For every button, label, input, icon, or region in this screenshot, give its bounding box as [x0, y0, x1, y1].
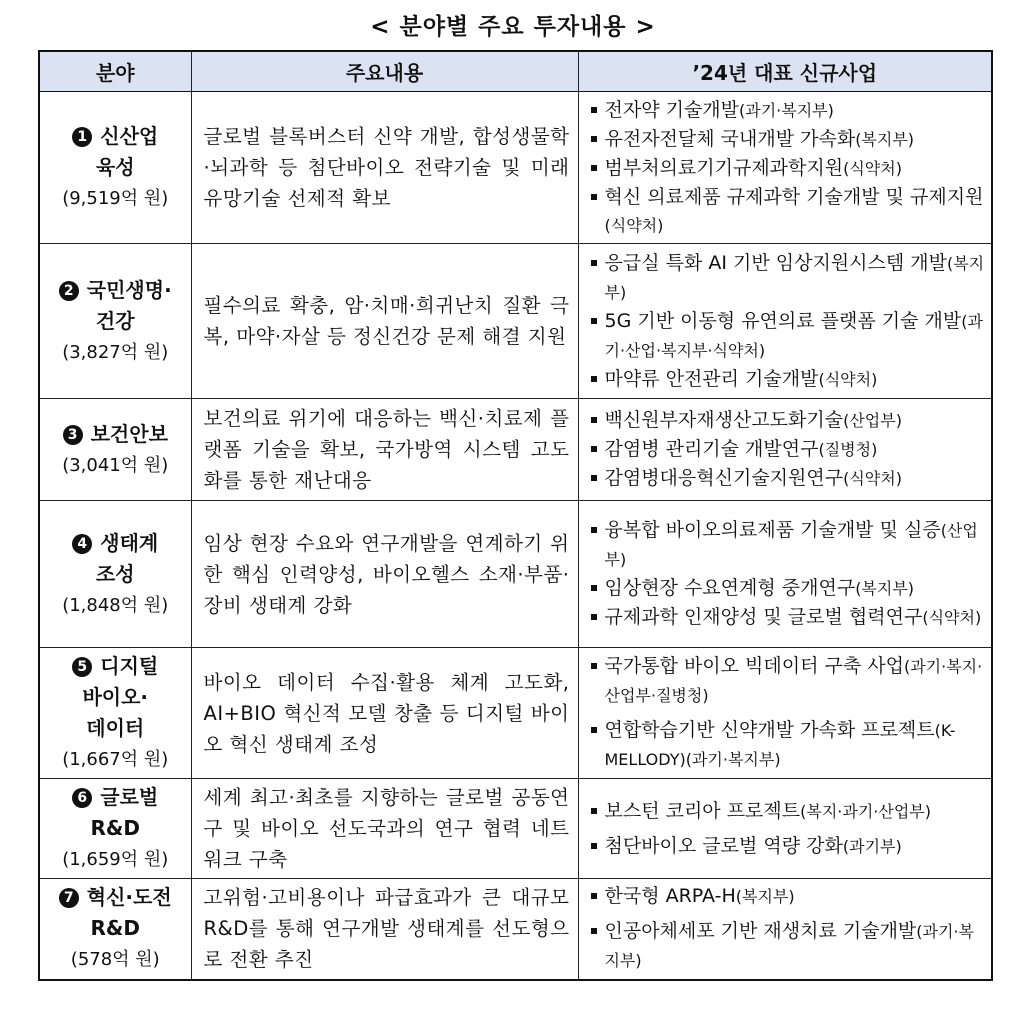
investment-table [38, 50, 993, 981]
field-name-line [42, 913, 189, 944]
projects-cell [578, 648, 992, 779]
project-name: 감염병대응혁신기술지원연구 [604, 467, 844, 489]
field-name-line [42, 152, 189, 183]
project-agency: (과기·복지부) [739, 100, 834, 120]
project-name: 마약류 안전관리 기술개발 [604, 367, 819, 390]
project-agency: (복지부) [855, 129, 915, 149]
field-name-line [42, 713, 189, 744]
project-agency: (식약처) [818, 369, 878, 389]
field-name-text: R&D [90, 816, 140, 840]
project-agency: (식약처) [604, 215, 664, 235]
table-row [39, 779, 992, 879]
budget-amount: (1,848억 원) [62, 594, 169, 616]
header-content: 주요내용 [191, 51, 578, 92]
projects-cell [578, 501, 992, 648]
field-name-text: 혁신·도전 [86, 885, 172, 910]
square-bullet-icon [591, 136, 597, 142]
project-agency: (복지부) [604, 253, 985, 302]
budget-amount: (3,827억 원) [62, 341, 169, 363]
budget-amount: (3,041억 원) [62, 454, 169, 476]
project-agency: (과기·복지·산업부·질병청) [604, 657, 983, 705]
field-name-line [42, 306, 189, 337]
circled-number-icon: 6 [72, 788, 92, 808]
project-item [591, 832, 986, 861]
field-cell [39, 399, 191, 501]
project-name: 유전자전달체 국내개발 가속화 [604, 127, 856, 150]
field-name-line [42, 559, 189, 590]
project-agency: (산업부) [604, 521, 978, 569]
field-name-text: 바이오· [82, 685, 149, 709]
project-name: 감염병 관리기술 개발연구 [604, 438, 819, 460]
project-name: 5G 기반 이동형 유연의료 플랫폼 기술 개발 [604, 309, 962, 332]
field-cell [39, 92, 191, 244]
project-agency: (질병청) [818, 440, 878, 459]
projects-cell [578, 92, 992, 244]
project-item [591, 307, 986, 365]
square-bullet-icon [591, 417, 597, 423]
project-name: 임상현장 수요연계형 중개연구 [604, 577, 856, 599]
table-row [39, 244, 992, 399]
field-name-text: 생태계 [100, 530, 159, 555]
projects-cell [578, 879, 992, 980]
project-name: 연합학습기반 신약개발 가속화 프로젝트 [604, 719, 935, 741]
project-item [591, 882, 986, 911]
square-bullet-icon [591, 107, 597, 113]
table-row [39, 92, 992, 244]
table-row [39, 399, 992, 501]
project-item [591, 652, 986, 710]
project-name: 혁신 의료제품 규제과학 기술개발 및 규제지원 [604, 185, 984, 208]
page-title: < 분야별 주요 투자내용 > [370, 14, 656, 40]
project-agency: (복지부) [735, 887, 795, 907]
projects-cell [578, 779, 992, 879]
square-bullet-icon [591, 843, 597, 849]
square-bullet-icon [591, 527, 597, 533]
project-agency: (과기부) [842, 836, 902, 856]
project-item [591, 365, 986, 394]
field-name-text: 보건안보 [90, 421, 168, 446]
project-item [591, 96, 986, 125]
project-item [591, 154, 986, 183]
circled-number-icon: 2 [59, 281, 79, 301]
square-bullet-icon [591, 318, 597, 324]
projects-cell [578, 399, 992, 501]
table-row [39, 879, 992, 980]
field-cell [39, 879, 191, 980]
projects-cell [578, 244, 992, 399]
project-item [591, 603, 986, 632]
project-agency: (과기·복지부) [604, 922, 974, 971]
content-cell: 글로벌 블록버스터 신약 개발, 합성생물학·뇌과학 등 첨단바이오 전략기술 및 미래 유망기술 선제적 확보 [191, 92, 578, 244]
project-agency: (과기·산업·복지부·식약처) [604, 311, 983, 360]
square-bullet-icon [591, 663, 597, 669]
field-name-line [42, 882, 189, 913]
field-name-line [42, 419, 189, 450]
project-item [591, 516, 986, 574]
square-bullet-icon [591, 727, 597, 733]
square-bullet-icon [591, 808, 597, 814]
header-projects: ’24년 대표 신규사업 [578, 51, 992, 92]
project-name: 규제과학 인재양성 및 글로벌 협력연구 [604, 606, 923, 628]
project-item [591, 125, 986, 154]
project-item [591, 249, 986, 307]
project-item [591, 435, 986, 464]
project-name: 보스턴 코리아 프로젝트 [604, 799, 801, 822]
square-bullet-icon [591, 194, 597, 200]
project-name: 전자약 기술개발 [604, 98, 740, 121]
project-name: 인공아체세포 기반 재생치료 기술개발 [604, 920, 917, 943]
field-name-text: 국민생명· [86, 277, 172, 302]
project-agency: (식약처) [922, 608, 982, 627]
project-agency: (산업부) [843, 411, 902, 430]
field-name-line [42, 275, 189, 306]
field-name-line [42, 651, 189, 682]
field-name-text: 신산업 [100, 124, 159, 148]
project-name: 첨단바이오 글로벌 역량 강화 [604, 834, 843, 857]
budget-amount: (9,519억 원) [62, 188, 169, 209]
project-name: 한국형 ARPA-H [604, 885, 736, 908]
table-row [39, 501, 992, 648]
content-cell: 바이오 데이터 수집·활용 체계 고도화, AI+BIO 혁신적 모델 창출 등 디지털 바이오 혁신 생태계 조성 [191, 648, 578, 779]
project-agency: (K-MELLODY)(과기·복지부) [604, 721, 956, 769]
circled-number-icon: 3 [63, 425, 83, 445]
project-name: 백신원부자재생산고도화기술 [604, 409, 844, 431]
square-bullet-icon [591, 376, 597, 382]
header-field: 분야 [39, 51, 191, 92]
budget-amount: (1,667억 원) [62, 749, 169, 770]
project-item [591, 574, 986, 603]
project-name: 응급실 특화 AI 기반 임상지원시스템 개발 [604, 251, 947, 274]
square-bullet-icon [591, 446, 597, 452]
budget-amount: (578억 원) [70, 949, 160, 971]
field-name-line [42, 813, 189, 844]
field-name-line [42, 782, 189, 813]
project-agency: (복지·과기·산업부) [800, 801, 931, 821]
square-bullet-icon [591, 165, 597, 171]
circled-number-icon: 4 [72, 534, 92, 554]
budget-amount: (1,659억 원) [62, 849, 169, 870]
field-cell [39, 501, 191, 648]
square-bullet-icon [591, 928, 597, 934]
content-cell: 고위험·고비용이나 파급효과가 큰 대규모 R&D를 통해 연구개발 생태계를 선도형으로 전환 추진 [191, 879, 578, 980]
field-name-text: 조성 [95, 561, 135, 586]
table-header-row [39, 51, 992, 92]
square-bullet-icon [591, 893, 597, 899]
project-agency: (복지부) [855, 579, 915, 598]
project-item [591, 917, 986, 975]
project-item [591, 406, 986, 435]
circled-number-icon: 5 [72, 657, 92, 677]
project-name: 범부처의료기기규제과학지원 [604, 156, 844, 179]
content-cell: 보건의료 위기에 대응하는 백신·치료제 플랫폼 기술을 확보, 국가방역 시스템 고도화를 통한 재난대응 [191, 399, 578, 501]
content-cell: 필수의료 확충, 암·치매·희귀난치 질환 극복, 마약·자살 등 정신건강 문제 해결 지원 [191, 244, 578, 399]
content-cell: 세계 최고·최초를 지향하는 글로벌 공동연구 및 바이오 선도국과의 연구 협력 네트워크 구축 [191, 779, 578, 879]
project-name: 국가통합 바이오 빅데이터 구축 사업 [604, 655, 904, 677]
square-bullet-icon [591, 614, 597, 620]
project-item [591, 183, 986, 240]
project-agency: (식약처) [843, 469, 902, 488]
field-cell [39, 244, 191, 399]
table-row [39, 648, 992, 779]
project-name: 융복합 바이오의료제품 기술개발 및 실증 [604, 519, 941, 541]
field-name-text: 디지털 [100, 654, 159, 678]
project-item [591, 797, 986, 826]
field-cell [39, 779, 191, 879]
field-cell [39, 648, 191, 779]
project-item [591, 464, 986, 493]
field-name-text: 데이터 [86, 716, 145, 740]
project-agency: (식약처) [843, 158, 902, 178]
field-name-line [42, 121, 189, 152]
project-item [591, 716, 986, 774]
field-name-text: 육성 [95, 155, 135, 179]
square-bullet-icon [591, 260, 597, 266]
content-cell: 임상 현장 수요와 연구개발을 연계하기 위한 핵심 인력양성, 바이오헬스 소재·부품·장비 생태계 강화 [191, 501, 578, 648]
field-name-line [42, 682, 189, 713]
circled-number-icon: 7 [59, 888, 79, 908]
square-bullet-icon [591, 585, 597, 591]
field-name-line [42, 528, 189, 559]
circled-number-icon: 1 [72, 127, 92, 147]
square-bullet-icon [591, 475, 597, 481]
field-name-text: 글로벌 [100, 785, 159, 809]
field-name-text: 건강 [95, 308, 135, 333]
field-name-text: R&D [90, 916, 140, 941]
